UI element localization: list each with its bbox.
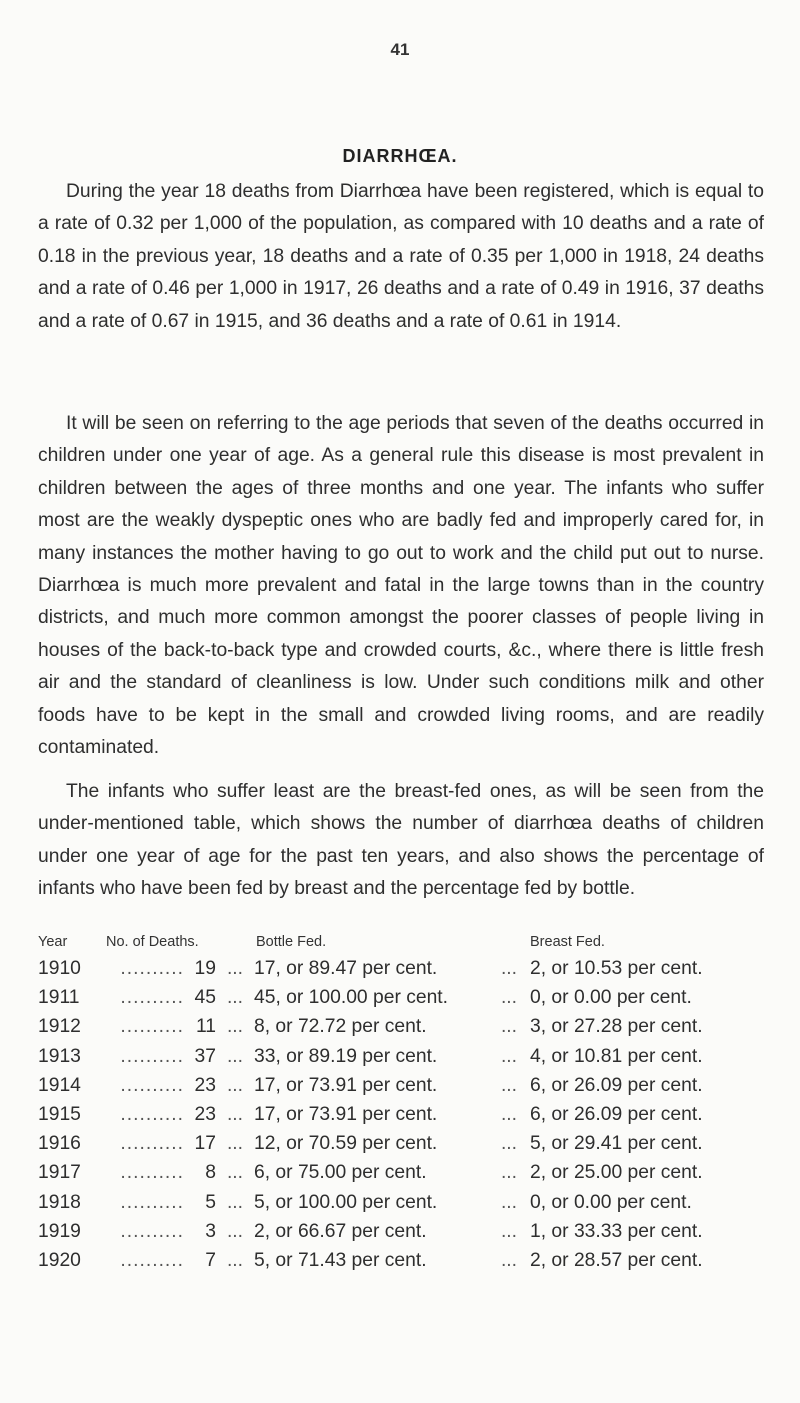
leader-dots: ..........: [120, 987, 184, 1009]
breast-fed-cell: 3, or 27.28 per cent.: [530, 1016, 703, 1038]
deaths-cell: 3: [205, 1220, 216, 1242]
bottle-fed-cell: 12, or 70.59 per cent.: [254, 1133, 438, 1155]
year-cell: 1911: [38, 987, 80, 1009]
table-row: [38, 1188, 768, 1217]
separator-dots: ...: [500, 1162, 518, 1184]
page-number: 41: [390, 40, 410, 59]
year-cell: 1913: [38, 1045, 81, 1067]
leader-dots: ..........: [120, 1133, 184, 1155]
separator-dots: ...: [226, 1220, 244, 1242]
bottle-fed-cell: 6, or 75.00 per cent.: [254, 1162, 427, 1184]
year-cell: 1912: [38, 1016, 81, 1038]
year-cell: 1917: [38, 1162, 81, 1184]
year-cell: 1910: [38, 958, 81, 979]
table-row: [38, 1071, 768, 1100]
year-cell: 1919: [38, 1220, 81, 1242]
section-heading: DIARRHŒA.: [342, 146, 458, 166]
paragraph: The infants who suffer least are the breast-fed ones, as will be seen from the under-mentioned table, which shows the number of diarrhœa deaths of children under one year of age for the past ten years, and also shows the percentage of infants who have been fed by breast and the percentage fed by bottle.: [38, 781, 764, 900]
separator-dots: ...: [226, 1133, 244, 1155]
breast-fed-cell: 0, or 0.00 per cent.: [530, 987, 692, 1009]
separator-dots: ...: [500, 1133, 518, 1155]
separator-dots: ...: [500, 958, 518, 979]
separator-dots: ...: [500, 1103, 518, 1125]
separator-dots: ...: [226, 1191, 244, 1213]
deaths-cell: 7: [205, 1249, 216, 1271]
breast-fed-cell: 2, or 10.53 per cent.: [530, 958, 703, 979]
leader-dots: ..........: [120, 1016, 184, 1038]
table-row: [38, 983, 768, 1012]
year-cell: 1916: [38, 1133, 81, 1155]
bottle-fed-cell: 5, or 71.43 per cent.: [254, 1249, 427, 1271]
separator-dots: ...: [500, 1074, 518, 1096]
breast-fed-cell: 4, or 10.81 per cent.: [530, 1045, 703, 1067]
breast-fed-cell: 6, or 26.09 per cent.: [530, 1103, 703, 1125]
header-deaths: No. of Deaths.: [106, 934, 199, 950]
paragraph: It will be seen on referring to the age periods that seven of the deaths occurred in children under one year of age. As a general rule this disease is most prevalent in children between the ages of three months and one year. The infants who suffer most are the weakly dyspeptic ones who are badly fed and improperly cared for, in many instances the mother having to go out to work and the child put out to nurse. Diarrhœa is much more prevalent and fatal in the large towns than in the country districts, and much more common amongst the poorer classes of people living in houses of the back-to-back type and crowded courts, &c., where there is little fresh air and the standard of cleanliness is low. Under such conditions milk and other foods have to be kept in the small and crowded living rooms, and are readily contaminated.: [38, 413, 764, 759]
table-header: [38, 930, 768, 950]
leader-dots: ..........: [120, 1220, 184, 1242]
table-row: [38, 1129, 768, 1158]
deaths-cell: 45: [194, 987, 216, 1009]
leader-dots: ..........: [120, 1045, 184, 1067]
separator-dots: ...: [226, 1074, 244, 1096]
table-row: [38, 1100, 768, 1129]
separator-dots: ...: [226, 1103, 244, 1125]
feeding-table: [38, 930, 768, 1275]
separator-dots: ...: [226, 958, 244, 979]
separator-dots: ...: [500, 1220, 518, 1242]
table-row: [38, 1158, 768, 1187]
table-row: [38, 1012, 768, 1041]
leader-dots: ..........: [120, 1074, 184, 1096]
leader-dots: ..........: [120, 1103, 184, 1125]
separator-dots: ...: [500, 1191, 518, 1213]
deaths-cell: 37: [194, 1045, 216, 1067]
breast-fed-cell: 1, or 33.33 per cent.: [530, 1220, 703, 1242]
deaths-cell: 23: [194, 1103, 216, 1125]
table-row: [38, 954, 768, 983]
bottle-fed-cell: 5, or 100.00 per cent.: [254, 1191, 438, 1213]
deaths-cell: 5: [205, 1191, 216, 1213]
breast-fed-cell: 0, or 0.00 per cent.: [530, 1191, 692, 1213]
separator-dots: ...: [500, 987, 518, 1009]
bottle-fed-cell: 45, or 100.00 per cent.: [254, 987, 449, 1009]
deaths-cell: 23: [194, 1074, 216, 1096]
header-breast-fed: Breast Fed.: [530, 934, 605, 950]
leader-dots: ..........: [120, 1162, 184, 1184]
paragraph: During the year 18 deaths from Diarrhœa have been registered, which is equal to a rate of 0.32 per 1,000 of the population, as compared with 10 deaths and a rate of 0.18 in the previous year, 18 deaths and a rate of 0.35 per 1,000 in 1918, 24 deaths and a rate of 0.46 per 1,000 in 1917, 26 deaths and a rate of 0.49 in 1916, 37 deaths and a rate of 0.67 in 1915, and 36 deaths and a rate of 0.61 in 1914.: [38, 181, 764, 332]
deaths-cell: 17: [194, 1133, 216, 1155]
header-bottle-fed: Bottle Fed.: [256, 934, 327, 950]
table-body: [38, 954, 768, 1275]
table-row: [38, 1042, 768, 1071]
separator-dots: ...: [226, 1249, 244, 1271]
breast-fed-cell: 5, or 29.41 per cent.: [530, 1133, 703, 1155]
separator-dots: ...: [500, 1249, 518, 1271]
year-cell: 1920: [38, 1249, 81, 1271]
year-cell: 1915: [38, 1103, 81, 1125]
leader-dots: ..........: [120, 958, 184, 979]
leader-dots: ..........: [120, 1249, 184, 1271]
table-row: [38, 1217, 768, 1246]
table-row: [38, 1246, 768, 1275]
year-cell: 1914: [38, 1074, 81, 1096]
separator-dots: ...: [226, 1162, 244, 1184]
separator-dots: ...: [500, 1045, 518, 1067]
bottle-fed-cell: 17, or 89.47 per cent.: [254, 958, 438, 979]
leader-dots: ..........: [120, 1191, 184, 1213]
bottle-fed-cell: 2, or 66.67 per cent.: [254, 1220, 427, 1242]
separator-dots: ...: [226, 1045, 244, 1067]
breast-fed-cell: 2, or 25.00 per cent.: [530, 1162, 703, 1184]
deaths-cell: 8: [205, 1162, 216, 1184]
bottle-fed-cell: 8, or 72.72 per cent.: [254, 1016, 427, 1038]
breast-fed-cell: 2, or 28.57 per cent.: [530, 1249, 703, 1271]
year-cell: 1918: [38, 1191, 81, 1213]
bottle-fed-cell: 33, or 89.19 per cent.: [254, 1045, 438, 1067]
bottle-fed-cell: 17, or 73.91 per cent.: [254, 1103, 438, 1125]
deaths-cell: 19: [194, 958, 216, 979]
separator-dots: ...: [226, 987, 244, 1009]
deaths-cell: 11: [195, 1016, 216, 1038]
header-year: Year: [38, 934, 68, 950]
separator-dots: ...: [500, 1016, 518, 1038]
breast-fed-cell: 6, or 26.09 per cent.: [530, 1074, 703, 1096]
separator-dots: ...: [226, 1016, 244, 1038]
bottle-fed-cell: 17, or 73.91 per cent.: [254, 1074, 438, 1096]
